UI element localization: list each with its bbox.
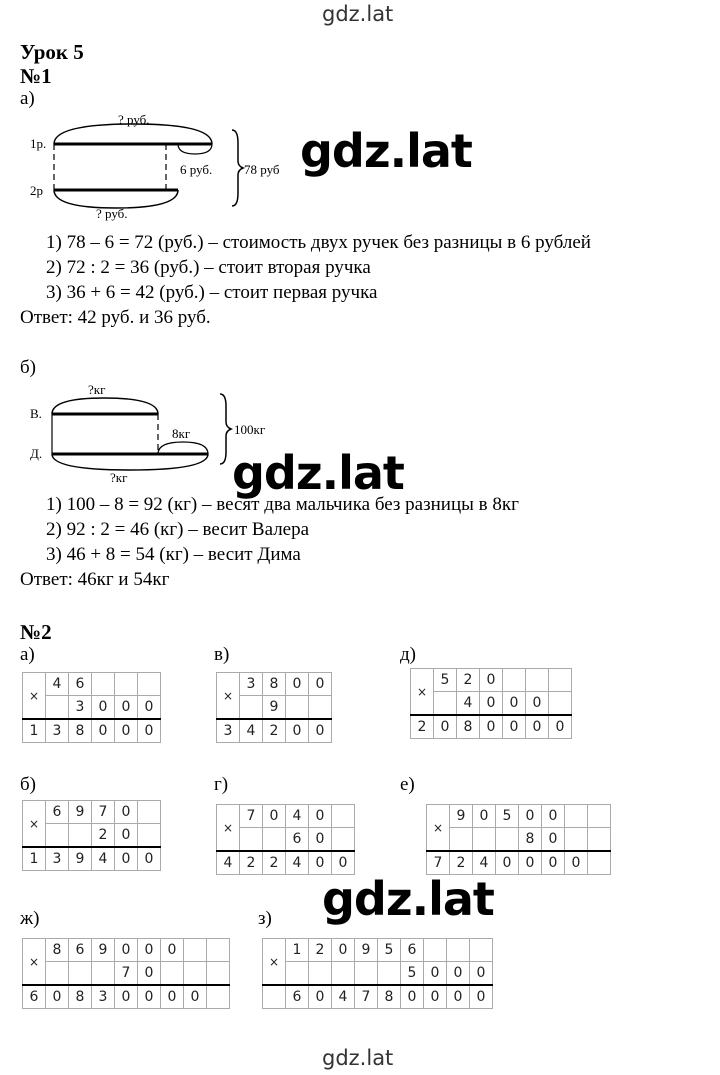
- grid-row: [427, 805, 611, 828]
- multiplication-grid-b: [22, 800, 161, 871]
- grid-cell: 6: [69, 673, 92, 696]
- grid-cell: 0: [309, 805, 332, 828]
- grid-cell: 0: [542, 805, 565, 828]
- grid-cell: 3: [46, 719, 69, 743]
- grid-row: [23, 673, 161, 696]
- grid-cell: 4: [240, 719, 263, 743]
- grid-cell: 0: [115, 801, 138, 824]
- grid-row: [23, 939, 230, 962]
- grid-cell: [526, 669, 549, 692]
- grid-cell: [263, 985, 286, 1009]
- grid-cell: [240, 696, 263, 720]
- grid-cell: 0: [519, 851, 542, 875]
- grid-result-row: [23, 847, 161, 871]
- multiplication-grid-v: [216, 672, 332, 743]
- task2-label-zh: ж): [20, 908, 40, 929]
- grid-cell: 0: [526, 715, 549, 739]
- grid-cell: 4: [332, 985, 355, 1009]
- grid-cell: [46, 824, 69, 848]
- grid-cell: 0: [92, 696, 115, 720]
- row-d-label: Д.: [30, 446, 43, 461]
- grid-cell: 4: [473, 851, 496, 875]
- grid-cell: 0: [138, 847, 161, 871]
- grid-cell: 0: [138, 719, 161, 743]
- grid-cell: 2: [263, 851, 286, 875]
- grid-cell: [503, 669, 526, 692]
- grid-cell: 0: [115, 847, 138, 871]
- grid-cell: [549, 669, 572, 692]
- grid-cell: [240, 828, 263, 852]
- task2-label-v: в): [214, 644, 230, 665]
- grid-cell: [332, 962, 355, 986]
- grid-cell: 3: [240, 673, 263, 696]
- grid-cell: 2: [240, 851, 263, 875]
- grid-cell: [207, 939, 230, 962]
- grid-cell: 0: [480, 715, 503, 739]
- grid-cell: [447, 939, 470, 962]
- row-v-label: В.: [30, 406, 42, 421]
- grid-row: [263, 939, 493, 962]
- grid-cell: 4: [457, 692, 480, 716]
- grid-cell: [184, 962, 207, 986]
- grid-result-row: [263, 985, 493, 1009]
- grid-cell: 6: [286, 828, 309, 852]
- grid-cell: 7: [355, 985, 378, 1009]
- grid-cell: [588, 805, 611, 828]
- grid-cell: [470, 939, 493, 962]
- grid-cell: 4: [286, 851, 309, 875]
- grid-cell: 8: [378, 985, 401, 1009]
- grid-cell: 0: [503, 715, 526, 739]
- grid-cell: [138, 673, 161, 696]
- grid-cell: 0: [401, 985, 424, 1009]
- grid-cell: 7: [240, 805, 263, 828]
- grid-cell: 6: [401, 939, 424, 962]
- grid-cell: 0: [115, 985, 138, 1009]
- grid-cell: 9: [92, 939, 115, 962]
- grid-cell: 0: [46, 985, 69, 1009]
- grid-cell: 4: [92, 847, 115, 871]
- grid-cell: [450, 828, 473, 852]
- multiply-sign: ×: [427, 805, 450, 852]
- lesson-title: Урок 5: [20, 40, 84, 64]
- difference-label: 6 руб.: [180, 162, 213, 177]
- grid-cell: 0: [480, 692, 503, 716]
- grid-cell: 0: [286, 719, 309, 743]
- multiplication-grid-g: [216, 804, 355, 875]
- grid-cell: 8: [263, 673, 286, 696]
- grid-cell: [309, 962, 332, 986]
- grid-cell: 0: [526, 692, 549, 716]
- grid-cell: 0: [263, 805, 286, 828]
- task1a-answer: Ответ: 42 руб. и 36 руб.: [20, 307, 211, 328]
- grid-cell: 8: [457, 715, 480, 739]
- task1b-step-2: 2) 92 : 2 = 46 (кг) – весит Валера: [46, 519, 310, 540]
- grid-cell: 0: [549, 715, 572, 739]
- grid-cell: 0: [286, 673, 309, 696]
- task1b-step-1: 1) 100 – 8 = 92 (кг) – весят два мальчика без разницы в 8кг: [46, 494, 519, 515]
- task1a-step-3: 3) 36 + 6 = 42 (руб.) – стоит первая ручка: [46, 282, 378, 303]
- grid-cell: [565, 828, 588, 852]
- task2-label-e: е): [400, 774, 415, 795]
- bottom-brace-label: ?кг: [110, 470, 128, 485]
- grid-cell: 2: [411, 715, 434, 739]
- grid-cell: 7: [115, 962, 138, 986]
- multiplication-grid-e: [426, 804, 611, 875]
- grid-cell: 2: [92, 824, 115, 848]
- grid-cell: 3: [69, 696, 92, 720]
- total-label: 100кг: [234, 422, 266, 437]
- grid-cell: 0: [115, 696, 138, 720]
- grid-cell: 4: [46, 673, 69, 696]
- grid-cell: [69, 824, 92, 848]
- task1a-label: а): [20, 88, 35, 109]
- grid-cell: 2: [457, 669, 480, 692]
- grid-cell: 0: [503, 692, 526, 716]
- task1a-step-1: 1) 78 – 6 = 72 (руб.) – стоимость двух ручек без разницы в 6 рублей: [46, 232, 591, 253]
- grid-cell: 5: [496, 805, 519, 828]
- grid-cell: [263, 828, 286, 852]
- grid-cell: [286, 962, 309, 986]
- top-brace-label: ?кг: [88, 382, 106, 397]
- grid-cell: [46, 962, 69, 986]
- grid-cell: 2: [450, 851, 473, 875]
- grid-cell: 0: [519, 805, 542, 828]
- grid-cell: [309, 696, 332, 720]
- multiply-sign: ×: [23, 939, 46, 986]
- grid-cell: 0: [161, 939, 184, 962]
- grid-cell: 2: [263, 719, 286, 743]
- grid-cell: 0: [115, 824, 138, 848]
- task2-label-z: з): [258, 908, 272, 929]
- grid-cell: 0: [542, 828, 565, 852]
- grid-cell: [46, 696, 69, 720]
- grid-cell: 0: [92, 719, 115, 743]
- task1-heading: №1: [20, 64, 52, 88]
- task1b-label: б): [20, 357, 36, 378]
- grid-result-row: [427, 851, 611, 875]
- grid-cell: 1: [23, 847, 46, 871]
- multiply-sign: ×: [217, 673, 240, 720]
- bottom-brace-label: ? руб.: [96, 206, 128, 221]
- grid-cell: 0: [161, 985, 184, 1009]
- task1b-step-3: 3) 46 + 8 = 54 (кг) – весит Дима: [46, 544, 301, 565]
- grid-result-row: [23, 719, 161, 743]
- grid-cell: [207, 962, 230, 986]
- grid-cell: [161, 962, 184, 986]
- grid-cell: 5: [434, 669, 457, 692]
- grid-cell: 0: [480, 669, 503, 692]
- grid-row: [263, 962, 493, 986]
- grid-cell: 0: [115, 719, 138, 743]
- grid-cell: [92, 673, 115, 696]
- grid-cell: 8: [69, 719, 92, 743]
- grid-cell: [115, 673, 138, 696]
- grid-row: [411, 692, 572, 716]
- grid-cell: 9: [69, 847, 92, 871]
- grid-cell: 3: [92, 985, 115, 1009]
- grid-cell: 6: [46, 801, 69, 824]
- watermark: gdz.lat: [232, 446, 404, 500]
- grid-cell: 5: [401, 962, 424, 986]
- multiplication-grid-zh: [22, 938, 230, 1009]
- grid-cell: 2: [309, 939, 332, 962]
- grid-result-row: [23, 985, 230, 1009]
- grid-cell: 0: [309, 673, 332, 696]
- grid-cell: 9: [355, 939, 378, 962]
- multiplication-grid-a: [22, 672, 161, 743]
- grid-cell: 6: [69, 939, 92, 962]
- task2-label-d: д): [400, 644, 416, 665]
- task1a-step-2: 2) 72 : 2 = 36 (руб.) – стоит вторая ручка: [46, 257, 371, 278]
- grid-cell: 9: [69, 801, 92, 824]
- grid-cell: 3: [217, 719, 240, 743]
- grid-cell: 0: [470, 985, 493, 1009]
- multiply-sign: ×: [411, 669, 434, 716]
- grid-cell: 0: [309, 719, 332, 743]
- grid-cell: 0: [565, 851, 588, 875]
- watermark: gdz.lat: [300, 124, 472, 178]
- grid-cell: [588, 828, 611, 852]
- grid-cell: 7: [92, 801, 115, 824]
- grid-cell: 0: [309, 851, 332, 875]
- row-1-label: 1р.: [30, 136, 47, 151]
- task2-label-a: а): [20, 644, 35, 665]
- grid-result-row: [217, 851, 355, 875]
- task1b-answer: Ответ: 46кг и 54кг: [20, 569, 170, 590]
- grid-row: [217, 805, 355, 828]
- grid-row: [23, 962, 230, 986]
- grid-cell: 5: [378, 939, 401, 962]
- grid-cell: [565, 805, 588, 828]
- grid-cell: [434, 692, 457, 716]
- grid-cell: 9: [263, 696, 286, 720]
- grid-cell: 8: [69, 985, 92, 1009]
- grid-cell: 4: [286, 805, 309, 828]
- task2-heading: №2: [20, 620, 52, 644]
- grid-cell: [286, 696, 309, 720]
- multiply-sign: ×: [217, 805, 240, 852]
- grid-cell: 0: [470, 962, 493, 986]
- grid-cell: 0: [138, 939, 161, 962]
- grid-cell: 0: [138, 985, 161, 1009]
- grid-cell: 0: [332, 851, 355, 875]
- grid-result-row: [217, 719, 332, 743]
- grid-cell: [138, 824, 161, 848]
- grid-cell: 0: [424, 962, 447, 986]
- grid-cell: 0: [473, 805, 496, 828]
- grid-cell: [332, 828, 355, 852]
- grid-cell: 0: [424, 985, 447, 1009]
- grid-row: [217, 673, 332, 696]
- grid-cell: 3: [46, 847, 69, 871]
- grid-cell: 0: [332, 939, 355, 962]
- grid-cell: [138, 801, 161, 824]
- grid-row: [411, 669, 572, 692]
- grid-row: [427, 828, 611, 852]
- grid-cell: [378, 962, 401, 986]
- multiply-sign: ×: [263, 939, 286, 986]
- grid-cell: [332, 805, 355, 828]
- grid-cell: 0: [138, 962, 161, 986]
- grid-cell: 0: [542, 851, 565, 875]
- grid-cell: [496, 828, 519, 852]
- site-header: gdz.lat: [322, 2, 394, 26]
- row-2-label: 2р: [30, 183, 43, 198]
- multiply-sign: ×: [23, 801, 46, 848]
- grid-cell: 7: [427, 851, 450, 875]
- grid-cell: 0: [447, 985, 470, 1009]
- grid-cell: 0: [115, 939, 138, 962]
- grid-cell: [473, 828, 496, 852]
- grid-result-row: [411, 715, 572, 739]
- grid-cell: [69, 962, 92, 986]
- top-brace-label: ? руб.: [118, 112, 150, 127]
- grid-cell: [355, 962, 378, 986]
- grid-cell: 0: [184, 985, 207, 1009]
- total-label: 78 руб: [244, 162, 280, 177]
- grid-row: [23, 801, 161, 824]
- multiply-sign: ×: [23, 673, 46, 720]
- grid-cell: [207, 985, 230, 1009]
- difference-label: 8кг: [172, 426, 191, 441]
- grid-cell: 0: [309, 828, 332, 852]
- site-footer: gdz.lat: [322, 1046, 394, 1070]
- grid-cell: 1: [286, 939, 309, 962]
- grid-cell: 6: [286, 985, 309, 1009]
- grid-cell: 0: [309, 985, 332, 1009]
- grid-cell: [549, 692, 572, 716]
- grid-cell: 8: [519, 828, 542, 852]
- grid-cell: 0: [138, 696, 161, 720]
- task2-label-b: б): [20, 774, 36, 795]
- grid-cell: 0: [434, 715, 457, 739]
- grid-cell: 4: [217, 851, 240, 875]
- grid-cell: 9: [450, 805, 473, 828]
- grid-cell: [424, 939, 447, 962]
- task2-label-g: г): [214, 774, 229, 795]
- grid-cell: [588, 851, 611, 875]
- diagram-a: [28, 108, 308, 223]
- grid-cell: 1: [23, 719, 46, 743]
- grid-cell: 8: [46, 939, 69, 962]
- grid-cell: [92, 962, 115, 986]
- grid-cell: 0: [496, 851, 519, 875]
- watermark: gdz.lat: [322, 872, 494, 926]
- multiplication-grid-z: [262, 938, 493, 1009]
- multiplication-grid-d: [410, 668, 572, 739]
- grid-cell: [184, 939, 207, 962]
- grid-cell: 0: [447, 962, 470, 986]
- grid-cell: 6: [23, 985, 46, 1009]
